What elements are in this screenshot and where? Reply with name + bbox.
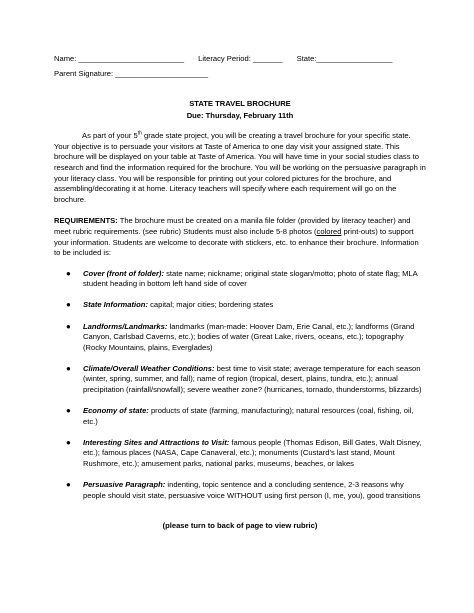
list-item [54, 300, 426, 311]
intro-paragraph [54, 131, 426, 205]
list-item [54, 364, 426, 396]
item-title: State Information: [83, 300, 148, 310]
name-label: Name: [54, 54, 77, 63]
literacy-period-field[interactable]: _______ [252, 54, 283, 63]
requirements-list [54, 269, 426, 502]
bullet-icon: ● [66, 363, 71, 373]
footer-note: (please turn to back of page to view rubric) [162, 521, 318, 531]
ordinal-suffix: th [137, 130, 142, 137]
requirements-heading: REQUIREMENTS: [54, 216, 118, 226]
item-text: products of state (farming, manufacturing); natural resources (coal, fishing, oil, etc.) [83, 406, 414, 426]
list-item [54, 269, 426, 290]
item-text: landmarks (man-made: Hoover Dam, Erie Canal, etc.); landforms (Grand Canyon, Carlsbad Caverns, etc.); bodies of water (Great Lake, rivers, oceans, etc.); topography (Rocky Mountains, plains, Everglades) [83, 321, 415, 352]
bullet-icon: ● [66, 406, 71, 416]
list-item [54, 480, 426, 501]
signature-row [54, 69, 426, 80]
due-date: Due: Thursday, February 11th [186, 110, 294, 120]
literacy-period-label: Literacy Period: [198, 54, 251, 63]
item-text: best time to visit state; average temperature for each season (winter, spring, summer, and fall); name of region (tropical, desert, plains, tundra, etc.); annual precipitation (rainfall/snowfall); severe weather zone? (hurricanes, tornado, thunderstorms, blizzards) [83, 363, 422, 394]
bullet-icon: ● [66, 480, 71, 490]
list-item [54, 406, 426, 427]
document-title: STATE TRAVEL BROCHURE [189, 99, 291, 108]
item-title: Economy of state: [83, 406, 149, 416]
bullet-icon: ● [66, 321, 71, 331]
bullet-icon: ● [66, 300, 71, 310]
item-title: Cover (front of folder): [83, 268, 164, 278]
item-title: Persuasive Paragraph: [83, 480, 166, 490]
list-item [54, 438, 426, 470]
item-text: capital; major cities; bordering states [147, 300, 274, 310]
item-text: indenting, topic sentence and a concluding sentence, 2-3 reasons why people should visit state, persuasive voice WITHOUT using first person (I, me, you), good transitions [83, 480, 421, 500]
item-title: Climate/Overall Weather Conditions: [83, 363, 215, 373]
list-item [54, 322, 426, 354]
item-title: Landforms/Landmarks: [83, 321, 168, 331]
intro-text-start: As part of your 5 [82, 131, 138, 141]
requirements-text-start: The brochure must be created on a manila file folder (provided by literacy teacher) and meet rubric requirements. (see rubric) Students must also include 5-8 photos ( [54, 216, 411, 236]
item-title: Interesting Sites and Attractions to Visit: [83, 437, 230, 447]
document-page [54, 54, 426, 532]
header-fields [54, 54, 426, 65]
parent-signature-label: Parent Signature: [54, 69, 114, 78]
name-field[interactable]: _________________________ [78, 54, 185, 63]
bullet-icon: ● [66, 437, 71, 447]
requirements-paragraph [54, 216, 426, 258]
intro-text-rest: grade state project, you will be creating a travel brochure for your specific state. Your objective is to persuade your visitors at Taste of America to one day visit your assigned state. This brochure will be displayed on your table at Taste of America. You will have time in your social studies class to research and find the information required for the brochure. You will be working on the persuasive paragraph in your literacy class. You will be responsible for printing out your colored pictures for the brochure, and assembling/decorating it at home. Literacy teachers will specify where each requirement will go on the brochure. [54, 131, 426, 204]
item-text: famous people (Thomas Edison, Bill Gates, Walt Disney, etc.); famous places (NASA, Cape Canaveral, etc.); monuments (Custard’s last stand, Mount Rushmore, etc.); amusement parks, national parks, museums, beaches, or lakes [83, 437, 422, 468]
state-label: State: [296, 54, 317, 63]
state-field[interactable]: __________________ [316, 54, 393, 63]
bullet-icon: ● [66, 268, 71, 278]
colored-emphasis: colored [316, 226, 342, 236]
requirements-text-rest: print-outs) to support your information. Students are welcome to decorate with stickers, etc. to enhance their brochure. Information to be included is: [54, 226, 419, 258]
item-text: state name; nickname; original state slogan/motto; photo of state flag; MLA student heading in bottom left hand side of cover [83, 268, 418, 289]
parent-signature-field[interactable]: ______________________ [115, 69, 209, 78]
